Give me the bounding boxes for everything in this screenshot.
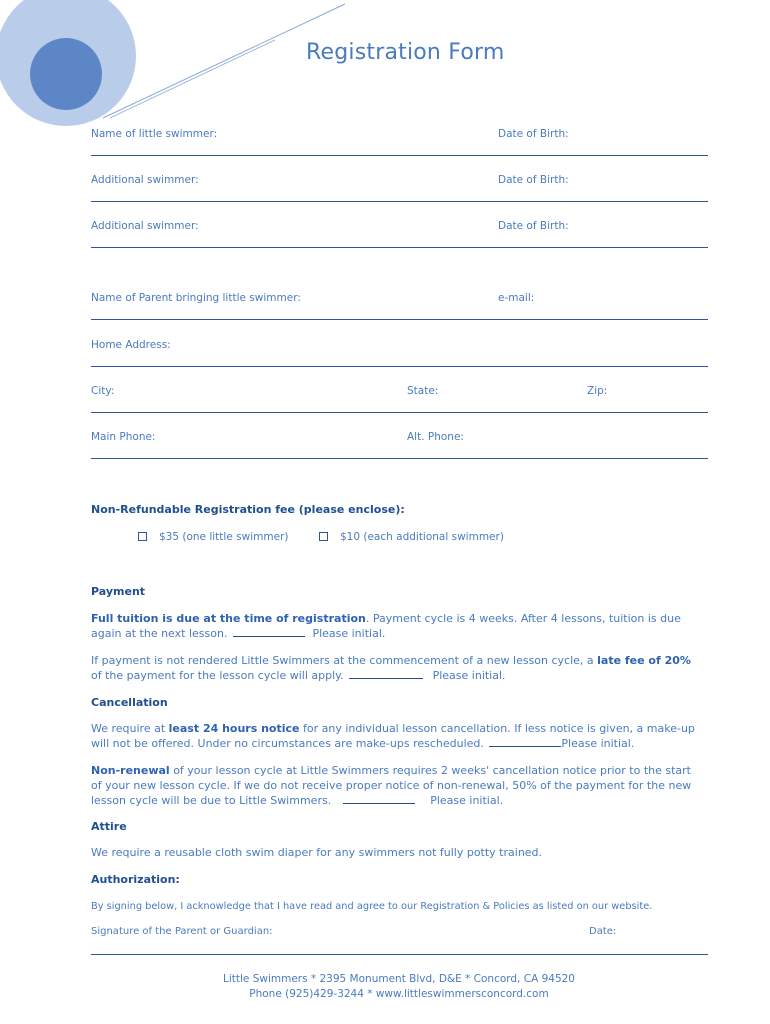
- payment-p1-bold: Full tuition is due at the time of registration: [91, 612, 366, 625]
- payment-p2-bold: late fee of 20%: [597, 654, 691, 667]
- payment-heading: Payment: [91, 585, 146, 598]
- email-label: e-mail:: [498, 292, 535, 304]
- dob-label: Date of Birth:: [498, 174, 569, 186]
- state-label: State:: [407, 385, 439, 397]
- payment-initial-blank-1[interactable]: [233, 628, 305, 637]
- fee-option-2-label: $10 (each additional swimmer): [340, 531, 504, 543]
- swimmer-name-label: Name of little swimmer:: [91, 128, 218, 140]
- city-state-zip-field[interactable]: [91, 412, 708, 413]
- swimmer-name-field[interactable]: [91, 155, 708, 156]
- cancellation-p1-bold: least 24 hours notice: [168, 722, 300, 735]
- dob-label: Date of Birth:: [498, 220, 569, 232]
- parent-name-field[interactable]: [91, 319, 708, 320]
- payment-p2-text2: of the payment for the lesson cycle will apply.: [91, 669, 344, 682]
- home-address-label: Home Address:: [91, 339, 171, 351]
- payment-initial-blank-2[interactable]: [349, 670, 423, 679]
- cancellation-p2-bold: Non-renewal: [91, 764, 170, 777]
- parent-name-label: Name of Parent bringing little swimmer:: [91, 292, 301, 304]
- authorization-text: By signing below, I acknowledge that I have read and agree to our Registration & Policies as listed on our website.: [91, 901, 653, 912]
- attire-heading: Attire: [91, 820, 127, 833]
- fee-option-1-label: $35 (one little swimmer): [159, 531, 289, 543]
- inner-circle: [30, 38, 102, 110]
- signature-label: Signature of the Parent or Guardian:: [91, 926, 273, 937]
- cancellation-initial-blank-1[interactable]: [489, 738, 561, 747]
- page-title: Registration Form: [306, 40, 505, 65]
- additional-swimmer-label: Additional swimmer:: [91, 174, 199, 186]
- payment-paragraph-2: [91, 653, 701, 683]
- payment-p1-initial: Please initial.: [312, 627, 386, 640]
- additional-swimmer-label: Additional swimmer:: [91, 220, 199, 232]
- cancellation-p2-initial: Please initial.: [430, 794, 504, 807]
- cancellation-p2-text: of your lesson cycle at Little Swimmers requires 2 weeks' cancellation notice prior to the start of your new lesson cycle. If we do not receive proper notice of non-renewal, 50% of the payment for the new lesson cycle will be due to Little Swimmers.: [91, 764, 692, 807]
- fee-option-1-checkbox[interactable]: [138, 532, 147, 541]
- home-address-field[interactable]: [91, 366, 708, 367]
- cancellation-p1-text1: We require at: [91, 722, 169, 735]
- attire-text: We require a reusable cloth swim diaper for any swimmers not fully potty trained.: [91, 846, 543, 859]
- cancellation-heading: Cancellation: [91, 696, 168, 709]
- logo-circles-decoration: [0, 0, 350, 130]
- footer-address: Little Swimmers * 2395 Monument Blvd, D&E * Concord, CA 94520: [222, 973, 575, 985]
- zip-label: Zip:: [587, 385, 608, 397]
- authorization-heading: Authorization:: [91, 873, 180, 886]
- phone-field[interactable]: [91, 458, 708, 459]
- main-phone-label: Main Phone:: [91, 431, 156, 443]
- cancellation-p1-initial: Please initial.: [561, 737, 635, 750]
- cancellation-paragraph-1: [91, 721, 701, 751]
- fee-heading: Non-Refundable Registration fee (please enclose):: [91, 503, 405, 516]
- city-label: City:: [91, 385, 115, 397]
- cancellation-paragraph-2: [91, 763, 701, 808]
- fee-option-2-checkbox[interactable]: [319, 532, 328, 541]
- additional-swimmer-field[interactable]: [91, 201, 708, 202]
- cancellation-initial-blank-2[interactable]: [343, 795, 415, 804]
- payment-p1-text: . Payment cycle is 4 weeks. After 4 lessons, tuition is due again at the next lesson.: [91, 612, 681, 640]
- cancellation-p1-text2: for any individual lesson cancellation. If less notice is given, a make-up will not be offered. Under no circumstances are make-ups rescheduled.: [91, 722, 695, 750]
- dob-label: Date of Birth:: [498, 128, 569, 140]
- footer-contact: Phone (925)429-3244 * www.littleswimmersconcord.com: [249, 988, 549, 1000]
- payment-paragraph-1: [91, 611, 701, 641]
- alt-phone-label: Alt. Phone:: [407, 431, 464, 443]
- signature-date-label: Date:: [589, 926, 617, 937]
- payment-p2-text1: If payment is not rendered Little Swimmers at the commencement of a new lesson cycle, a: [91, 654, 598, 667]
- payment-p2-initial: Please initial.: [432, 669, 506, 682]
- signature-field[interactable]: [91, 954, 708, 955]
- additional-swimmer-field[interactable]: [91, 247, 708, 248]
